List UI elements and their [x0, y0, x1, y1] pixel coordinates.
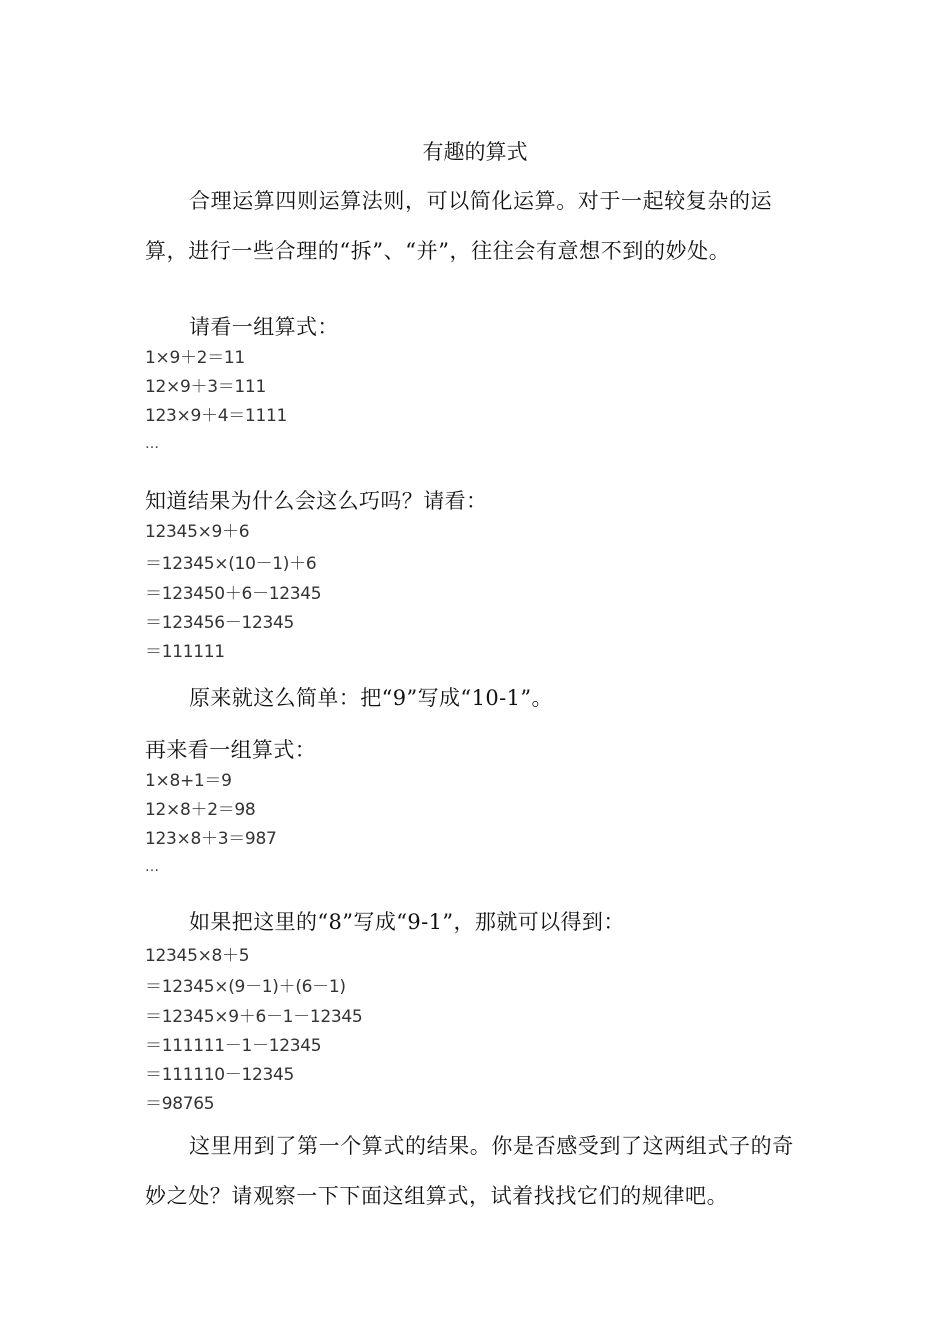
explanation1-text: 原来就这么简单：把“9”写成“10-1”。: [189, 686, 553, 710]
derivation2-step-5: ＝111110－12345: [145, 1065, 295, 1085]
intro-text: 合理运算四则运算法则，可以简化运算。对于一起较复杂的运算，进行一些合理的“拆”、“并”，往往会有意想不到的妙处。: [145, 189, 773, 263]
derivation2-step-1: 12345×8＋5: [145, 946, 250, 966]
derivation1-step-2: ＝12345×(10－1)＋6: [145, 554, 317, 574]
closing-paragraph: [145, 1121, 805, 1221]
group2-equation-2: 12×8＋2＝98: [145, 800, 256, 820]
derivation1-step-4: ＝123456－12345: [145, 613, 295, 633]
group2-ellipsis: …: [145, 859, 160, 875]
group2-equation-1: 1×8+1＝9: [145, 771, 232, 791]
explanation2-text: 如果把这里的“8”写成“9-1”，那就可以得到：: [189, 910, 625, 934]
derivation2-step-4: ＝111111－1－12345: [145, 1036, 322, 1056]
document-title: 有趣的算式: [422, 140, 528, 164]
group1-equation-1: 1×9＋2＝11: [145, 348, 245, 368]
derivation1-step-1: 12345×9＋6: [145, 522, 250, 542]
derivation1-step-5: ＝111111: [145, 642, 225, 662]
derivation2-step-2: ＝12345×(9－1)＋(6－1): [145, 977, 346, 997]
section1-heading: 请看一组算式：: [189, 315, 339, 339]
derivation2-step-3: ＝12345×9＋6－1－12345: [145, 1007, 363, 1027]
group1-equation-2: 12×9＋3＝111: [145, 377, 266, 397]
section2-heading: 再来看一组算式：: [145, 738, 317, 762]
group2-equation-3: 123×8＋3＝987: [145, 829, 277, 849]
question1-text: 知道结果为什么会这么巧吗？请看：: [145, 489, 488, 513]
derivation1-step-3: ＝123450＋6－12345: [145, 584, 322, 604]
closing-text: 这里用到了第一个算式的结果。你是否感受到了这两组式子的奇妙之处？请观察一下下面这组算式，试着找找它们的规律吧。: [145, 1134, 794, 1208]
derivation2-step-6: ＝98765: [145, 1094, 215, 1114]
group1-ellipsis: …: [145, 436, 160, 452]
group1-equation-3: 123×9＋4＝1111: [145, 406, 287, 426]
intro-paragraph: [145, 176, 805, 276]
